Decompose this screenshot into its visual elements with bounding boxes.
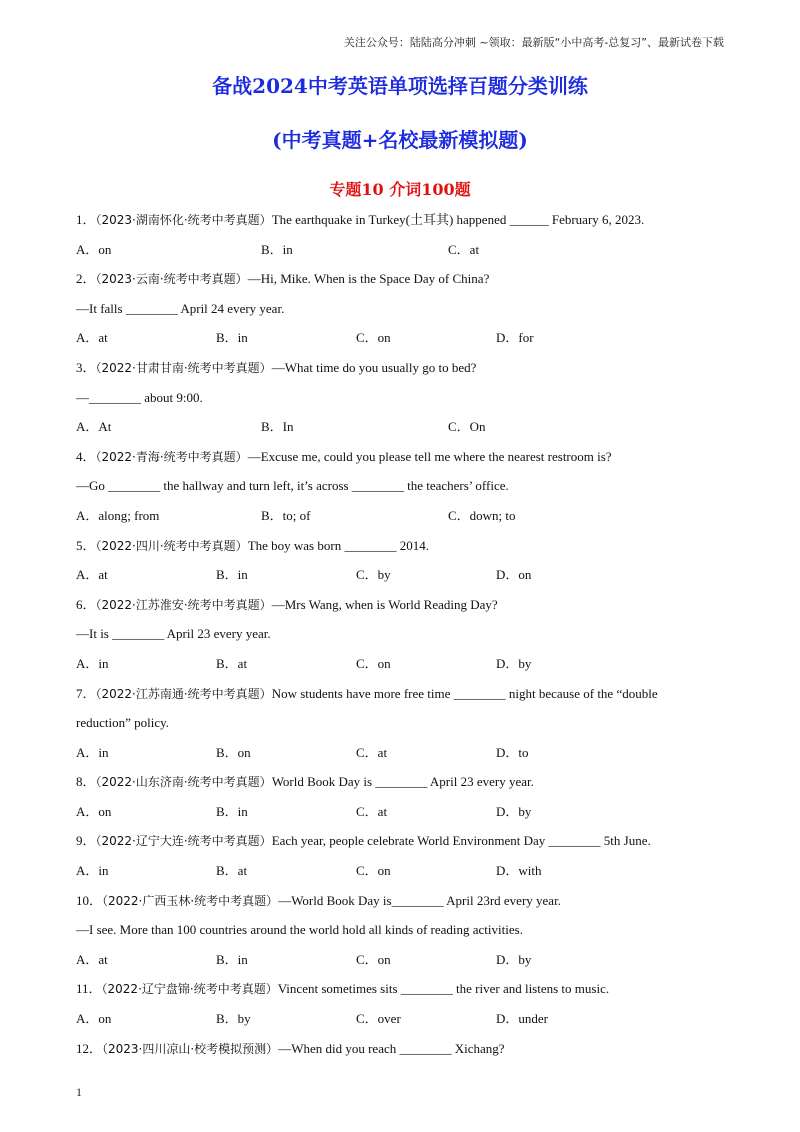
answer-option: C．down; to <box>448 507 516 523</box>
question-text: —World Book Day is________ April 23rd every year. <box>278 892 561 908</box>
question-line <box>76 915 736 945</box>
header-note: 关注公众号：陆陆高分冲刺 ~领取：最新版“小中高考-总复习”、最新试卷下载 <box>343 36 724 49</box>
question-number: 5． <box>76 537 96 553</box>
answer-option: A．in <box>76 744 109 760</box>
answer-option: A．at <box>76 951 108 967</box>
question-text: reduction” policy. <box>76 715 170 731</box>
answer-option: B．in <box>216 803 248 819</box>
question-source: （2022·四川·统考中考真题） <box>95 538 248 553</box>
question-number: 12． <box>76 1040 103 1056</box>
question-text: —Go ________ the hallway and turn left, it’s across ________ the teachers’ office. <box>76 478 509 494</box>
question-source: （2022·辽宁大连·统考中考真题） <box>95 834 272 849</box>
question-text: The boy was born ________ 2014. <box>247 537 429 553</box>
question-number: 11． <box>76 981 102 997</box>
answer-option: C．on <box>356 655 391 671</box>
question-stem <box>76 264 736 294</box>
question-line <box>76 383 736 413</box>
question-source: （2022·山东济南·统考中考真题） <box>95 775 272 790</box>
answer-option: B．in <box>216 951 248 967</box>
question-stem <box>76 590 736 620</box>
answer-option: B．to; of <box>261 507 311 523</box>
question-number: 10． <box>76 892 103 908</box>
question-number: 1． <box>76 212 96 227</box>
options-row <box>76 649 736 679</box>
answer-option: B．In <box>261 419 294 435</box>
question-number: 6． <box>76 596 96 612</box>
question-stem <box>76 353 736 383</box>
options-row <box>76 738 736 768</box>
answer-option: C．by <box>356 567 391 583</box>
question-line <box>76 619 736 649</box>
answer-option: B．by <box>216 1011 251 1027</box>
answer-option: C．on <box>356 330 391 346</box>
question-stem <box>76 1034 736 1064</box>
question-number: 8． <box>76 774 96 790</box>
options-row <box>76 235 736 265</box>
answer-option: C．at <box>356 744 388 760</box>
question-source: （2022·江苏南通·统考中考真题） <box>95 686 272 701</box>
question-text: —Mrs Wang, when is World Reading Day? <box>271 596 498 612</box>
answer-option: C．on <box>356 951 391 967</box>
answer-option: D．by <box>496 951 532 967</box>
question-text: Each year, people celebrate World Environment Day ________ 5th June. <box>271 833 651 849</box>
answer-option: B．on <box>216 744 251 760</box>
question-text: World Book Day is ________ April 23 every year. <box>271 774 534 790</box>
question-text: Vincent sometimes sits ________ the river and listens to music. <box>277 981 610 997</box>
question-stem <box>76 205 736 235</box>
page-number: 1 <box>76 1085 82 1099</box>
question-text: —It is ________ April 23 every year. <box>76 626 271 642</box>
question-source: （2023·云南·统考中考真题） <box>95 272 248 287</box>
answer-option: C．at <box>356 803 388 819</box>
answer-option: A．At <box>76 419 112 435</box>
question-stem <box>76 442 736 472</box>
question-text: —Hi, Mike. When is the Space Day of China? <box>247 271 490 287</box>
question-number: 3． <box>76 359 96 375</box>
question-text: The earthquake in Turkey(土耳其) happened ______ February 6, 2023. <box>271 212 645 227</box>
answer-option: A．in <box>76 863 109 879</box>
question-text: —What time do you usually go to bed? <box>271 359 477 375</box>
question-number: 4． <box>76 448 96 464</box>
options-row <box>76 945 736 975</box>
answer-option: B．in <box>216 330 248 346</box>
section-subtitle: 专题10 介词100题 <box>329 180 471 199</box>
question-stem <box>76 886 736 916</box>
answer-option: A．along; from <box>76 507 160 523</box>
answer-option: C．at <box>448 241 480 257</box>
question-line <box>76 294 736 324</box>
options-row <box>76 501 736 531</box>
question-text: —________ about 9:00. <box>76 389 203 405</box>
options-row <box>76 856 736 886</box>
question-line <box>76 708 736 738</box>
answer-option: B．in <box>261 241 293 257</box>
options-row <box>76 323 736 353</box>
question-stem <box>76 974 736 1004</box>
answer-option: A．on <box>76 803 112 819</box>
answer-option: C．On <box>448 419 486 435</box>
answer-option: D．by <box>496 655 532 671</box>
page-title: 备战2024中考英语单项选择百题分类训练 <box>212 74 588 98</box>
answer-option: C．over <box>356 1011 401 1027</box>
answer-option: D．by <box>496 803 532 819</box>
options-row <box>76 412 736 442</box>
question-number: 9． <box>76 833 96 849</box>
answer-option: A．at <box>76 330 108 346</box>
question-stem <box>76 679 736 709</box>
question-source: （2022·辽宁盘锦·统考中考真题） <box>101 982 278 997</box>
answer-option: A．at <box>76 567 108 583</box>
question-list <box>76 205 736 1063</box>
question-text: —Excuse me, could you please tell me where the nearest restroom is? <box>247 448 612 464</box>
answer-option: D．with <box>496 863 542 879</box>
answer-option: A．on <box>76 1011 112 1027</box>
question-source: （2022·甘肃甘南·统考中考真题） <box>95 360 272 375</box>
question-source: （2023·四川凉山·校考模拟预测） <box>102 1041 279 1056</box>
answer-option: B．in <box>216 567 248 583</box>
answer-option: B．at <box>216 655 248 671</box>
question-number: 7． <box>76 685 96 701</box>
answer-option: D．on <box>496 567 532 583</box>
question-text: —It falls ________ April 24 every year. <box>76 300 285 316</box>
answer-option: A．in <box>76 655 109 671</box>
answer-option: C．on <box>356 863 391 879</box>
answer-option: D．to <box>496 744 529 760</box>
answer-option: D．under <box>496 1011 548 1027</box>
question-number: 2． <box>76 271 96 287</box>
question-source: （2023·湖南怀化·统考中考真题） <box>95 213 272 227</box>
answer-option: A．on <box>76 241 112 257</box>
answer-option: D．for <box>496 330 534 346</box>
question-text: —When did you reach ________ Xichang? <box>278 1040 505 1056</box>
question-text: Now students have more free time ________ night because of the “double <box>271 685 658 701</box>
question-text: —I see. More than 100 countries around the world hold all kinds of reading activities. <box>76 922 523 938</box>
options-row <box>76 1004 736 1034</box>
question-stem <box>76 531 736 561</box>
question-stem <box>76 767 736 797</box>
options-row <box>76 797 736 827</box>
answer-option: B．at <box>216 863 248 879</box>
options-row <box>76 560 736 590</box>
question-line <box>76 471 736 501</box>
question-source: （2022·江苏淮安·统考中考真题） <box>95 597 272 612</box>
question-source: （2022·广西玉林·统考中考真题） <box>102 893 279 908</box>
question-stem <box>76 826 736 856</box>
question-source: （2022·青海·统考中考真题） <box>95 449 248 464</box>
page-title-secondary: (中考真题+名校最新模拟题) <box>272 128 528 152</box>
